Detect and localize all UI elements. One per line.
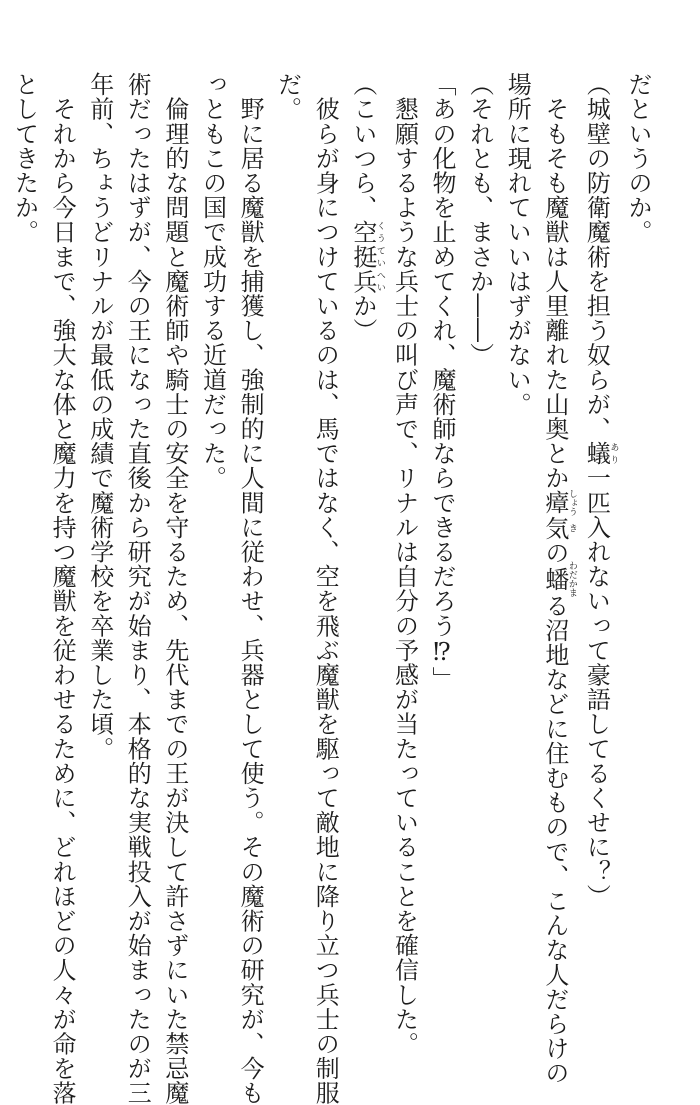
ruby-annotation bbox=[348, 219, 385, 294]
text-line bbox=[306, 72, 344, 1105]
text-line bbox=[577, 72, 619, 972]
text-segment: 「あの化物を止めてくれ、魔術師ならできるだろう⁉」 bbox=[428, 72, 457, 691]
text-line bbox=[385, 72, 423, 1056]
text-segment: 年前、ちょうどリナルが最低の成績で魔術学校を卒業した頃。 bbox=[85, 72, 114, 761]
ruby-base-text: 蟻 bbox=[582, 441, 611, 466]
text-segment: 懇願するような兵士の叫び声で、リナルは自分の予感が当たっていることを確信した。 bbox=[390, 72, 419, 1056]
text-segment: 一匹入れないって豪語してるくせに？） bbox=[582, 465, 611, 909]
text-line bbox=[422, 72, 460, 972]
ruby-base-text: 空挺兵 bbox=[348, 219, 377, 294]
ruby-reading-text: き bbox=[566, 516, 577, 541]
text-line bbox=[43, 72, 81, 1105]
text-segment: か） bbox=[348, 293, 377, 343]
ruby-annotation bbox=[540, 516, 577, 541]
ruby-base-text: 気 bbox=[540, 516, 569, 541]
ruby-annotation bbox=[540, 489, 577, 517]
text-segment: としてきたか。 bbox=[10, 72, 39, 245]
text-segment: っともこの国で成功する近道だった。 bbox=[198, 72, 227, 491]
text-line bbox=[618, 72, 656, 972]
text-segment: 術だったはずが、今の王になった直後から研究が始まり、本格的な実戦投入が始まったのが三 bbox=[123, 72, 152, 1105]
ruby-annotation bbox=[540, 561, 577, 598]
text-segment: それから今日まで、強大な体と魔力を持つ魔獣を従わせるために、どれほどの人々が命を落 bbox=[48, 72, 77, 1105]
text-line bbox=[535, 72, 577, 1086]
ruby-base-text: 瘴 bbox=[540, 489, 569, 516]
text-segment: （城壁の防衛魔術を担う奴らが、 bbox=[582, 72, 611, 441]
vertical-text-block bbox=[5, 72, 656, 1105]
text-line bbox=[230, 72, 268, 1105]
text-segment: そもそも魔獣は人里離れた山奥とか bbox=[540, 72, 569, 491]
ruby-base-text: 蟠 bbox=[540, 561, 569, 598]
ruby-annotation bbox=[582, 441, 619, 466]
text-segment: 彼らが身につけているのは、馬ではなく、空を飛ぶ魔獣を駆って敵地に降り立つ兵士の制服 bbox=[311, 72, 340, 1105]
text-segment: 倫理的な問題と魔術師や騎士の安全を守るため、先代までの王が決して許さずにいた禁忌魔 bbox=[160, 72, 189, 1105]
ruby-reading-text: くうていへい bbox=[374, 219, 385, 294]
text-line bbox=[155, 72, 193, 1105]
text-segment: 場所に現れていいはずがない。 bbox=[503, 72, 532, 417]
text-line bbox=[80, 72, 118, 972]
text-segment: 野に居る魔獣を捕獲し、強制的に人間に従わせ、兵器として使う。その魔術の研究が、今も bbox=[236, 72, 265, 1105]
text-line bbox=[343, 72, 385, 972]
text-line bbox=[193, 72, 231, 972]
text-segment: だというのか。 bbox=[624, 72, 652, 245]
text-line bbox=[460, 72, 498, 972]
text-line bbox=[5, 72, 43, 972]
text-segment: だ。 bbox=[273, 72, 302, 122]
text-segment: （こいつら、 bbox=[348, 72, 377, 220]
text-segment: （それとも、まさか――） bbox=[465, 72, 494, 368]
text-segment: る沼地などに住むもので、こんな人だらけの bbox=[540, 593, 569, 1086]
ruby-reading-text: わだかま bbox=[566, 561, 577, 598]
text-segment: の bbox=[540, 540, 569, 566]
text-line bbox=[118, 72, 156, 1105]
ruby-reading-text: しょう bbox=[566, 489, 577, 517]
text-line bbox=[498, 72, 536, 972]
ruby-reading-text: あり bbox=[608, 441, 619, 466]
text-line bbox=[268, 72, 306, 972]
